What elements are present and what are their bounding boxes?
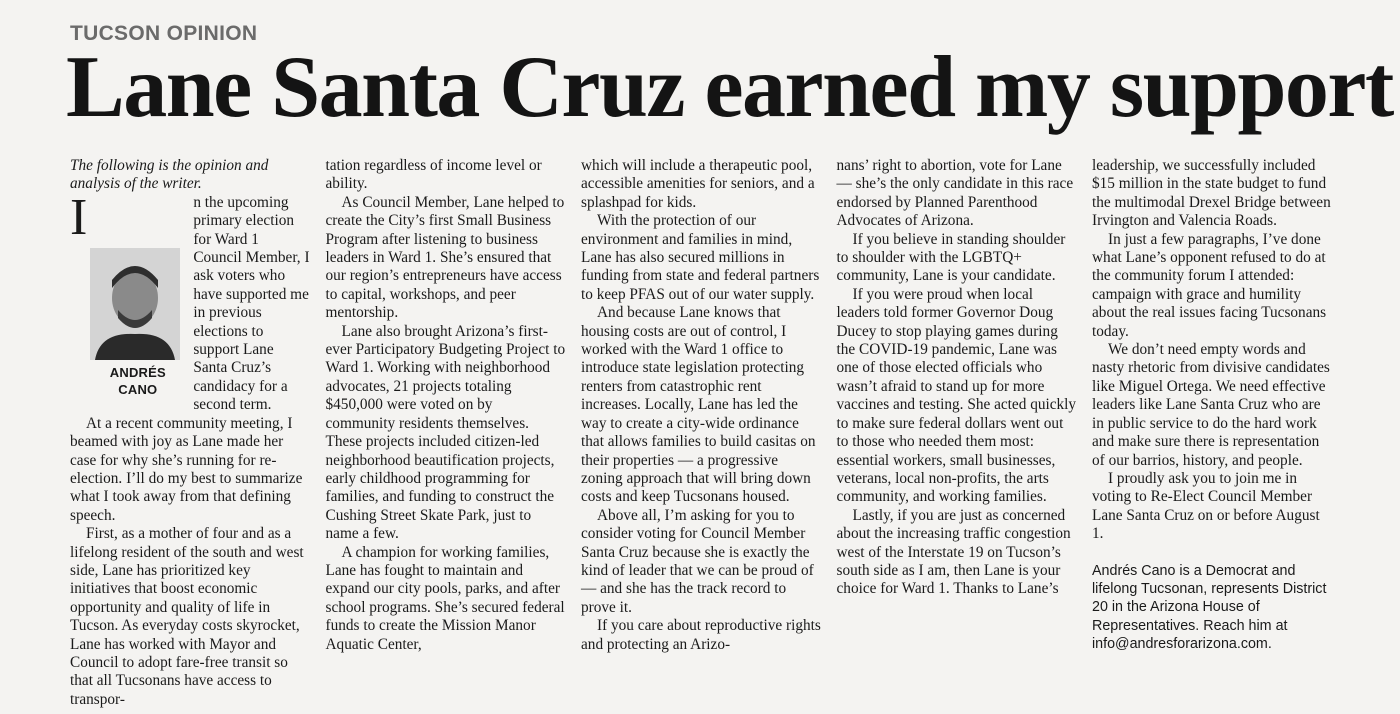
author-photo-block xyxy=(90,248,185,398)
author-photo xyxy=(90,248,180,360)
paragraph: tation regardless of income level or ability. xyxy=(325,157,542,193)
paragraph: Lastly, if you are just as concerned about the increasing traffic congestion west of the Interstate 19 on Tucson’s south side as I am, then Lane is your choice for Ward 1. Thanks to Lane’s xyxy=(836,506,1071,598)
column-3 xyxy=(581,157,821,705)
author-name-line1: ANDRÉS xyxy=(109,364,166,380)
author-tagline xyxy=(1092,562,1332,654)
paragraph: At a recent community meeting, I beamed with joy as Lane made her case for why she’s running for re-election. I’ll do my best to summarize what I took away from that defining speech. xyxy=(70,414,303,524)
paragraph: If you care about reproductive rights and protecting an Arizo- xyxy=(581,617,821,653)
article-body xyxy=(70,157,1332,708)
tagline-text: Andrés Cano is a Democrat and lifelong Tucsonan, represents District 20 in the Arizona House of Representatives. Reach him at info@andresforarizona.com. xyxy=(1092,562,1327,653)
paragraph: which will include a therapeutic pool, accessible amenities for seniors, and a splashpad for kids. xyxy=(581,157,815,211)
paragraph: If you believe in standing shoulder to shoulder with the LGBTQ+ community, Lane is your candidate. xyxy=(836,230,1066,285)
section-label: TUCSON OPINION xyxy=(70,22,258,45)
paragraph: leadership, we successfully included $15 million in the state budget to fund the multimodal Drexel Bridge between Irvington and Valencia Roads. xyxy=(1092,157,1331,230)
paragraph: A champion for working families, Lane has fought to maintain and expand our city pools, parks, and after school programs. She’s secured federal funds to create the Mission Manor Aquatic Center, xyxy=(325,543,565,653)
column-1 xyxy=(70,157,310,708)
paragraph: I proudly ask you to join me in voting to Re-Elect Council Member Lane Santa Cruz on or before August 1. xyxy=(1092,469,1320,543)
intro-note: The following is the opinion and analysis of the writer. xyxy=(70,157,269,193)
paragraph: Above all, I’m asking for you to consider voting for Council Member Santa Cruz because she is exactly the kind of leader that we can be proud of — and she has the track record to prove it. xyxy=(581,506,814,616)
paragraph: As Council Member, Lane helped to create the City’s first Small Business Program after listening to business leaders in Ward 1. She’s ensured that our region’s entrepreneurs have access to capital, workshops, and peer mentorship. xyxy=(325,193,565,322)
paragraph: In just a few paragraphs, I’ve done what Lane’s opponent refused to do at the community forum I attended: campaign with grace and humility about the real issues facing Tucsonans today. xyxy=(1092,230,1327,340)
headline: Lane Santa Cruz earned my support xyxy=(66,39,1393,136)
paragraph: First, as a mother of four and as a lifelong resident of the south and west side, Lane has prioritized key initiatives that boost economic opportunity and quality of life in Tucson. As everyday costs skyrocket, Lane has worked with Mayor and Council to adopt fare-free transit so that all Tucsonans have access to transpor- xyxy=(70,525,304,708)
paragraph: Lane also brought Arizona’s first-ever Participatory Budgeting Project to Ward 1. Working with neighborhood advocates, 21 projects totaling $450,000 were voted on by community residents themselves. These projects included citizen-led neighborhood beautification projects, early childhood programming for families, and funding to construct the Cushing Street Skate Park, just to name a few. xyxy=(325,322,566,543)
column-4 xyxy=(837,157,1077,705)
paragraph: And because Lane knows that housing costs are out of control, I worked with the Ward 1 office to introduce state legislation protecting renters from catastrophic rent increases. Locally, Lane has led the way to create a city-wide ordinance that allows families to build casitas on their properties — a progressive zoning approach that will bring down costs and keep Tucsonans housed. xyxy=(581,304,816,506)
paragraph-text: n the upcoming primary election for Ward 1 Council Member, I ask voters who have supported me in previous elections to support Lane Santa Cruz’s candidacy for a second term. xyxy=(193,193,310,414)
drop-cap: I xyxy=(70,188,88,246)
author-name-line2: CANO xyxy=(118,381,158,397)
column-2 xyxy=(326,157,566,705)
paragraph: We don’t need empty words and nasty rhetoric from divisive candidates like Miguel Ortega. We need effective leaders like Lane Santa Cruz who are in public service to do the hard work and make sure there is representation of our barrios, history, and people. xyxy=(1092,341,1330,469)
column-5 xyxy=(1092,157,1332,705)
paragraph xyxy=(70,188,310,415)
paragraph: nans’ right to abortion, vote for Lane — she’s the only candidate in this race endorsed by Planned Parenthood Advocates of Arizona. xyxy=(836,157,1074,230)
paragraph: If you were proud when local leaders told former Governor Doug Ducey to stop playing games during the COVID-19 pandemic, Lane was one of those elected officials who wasn’t afraid to stand up for more vaccines and testing. She acted quickly to make sure federal dollars went out to those who needed them most: essential workers, small businesses, veterans, local non-profits, the arts community, and working families. xyxy=(836,285,1077,506)
paragraph: With the protection of our environment and families in mind, Lane has also secured millions in funding from state and federal partners to keep PFAS out of our water supply. xyxy=(581,212,820,303)
